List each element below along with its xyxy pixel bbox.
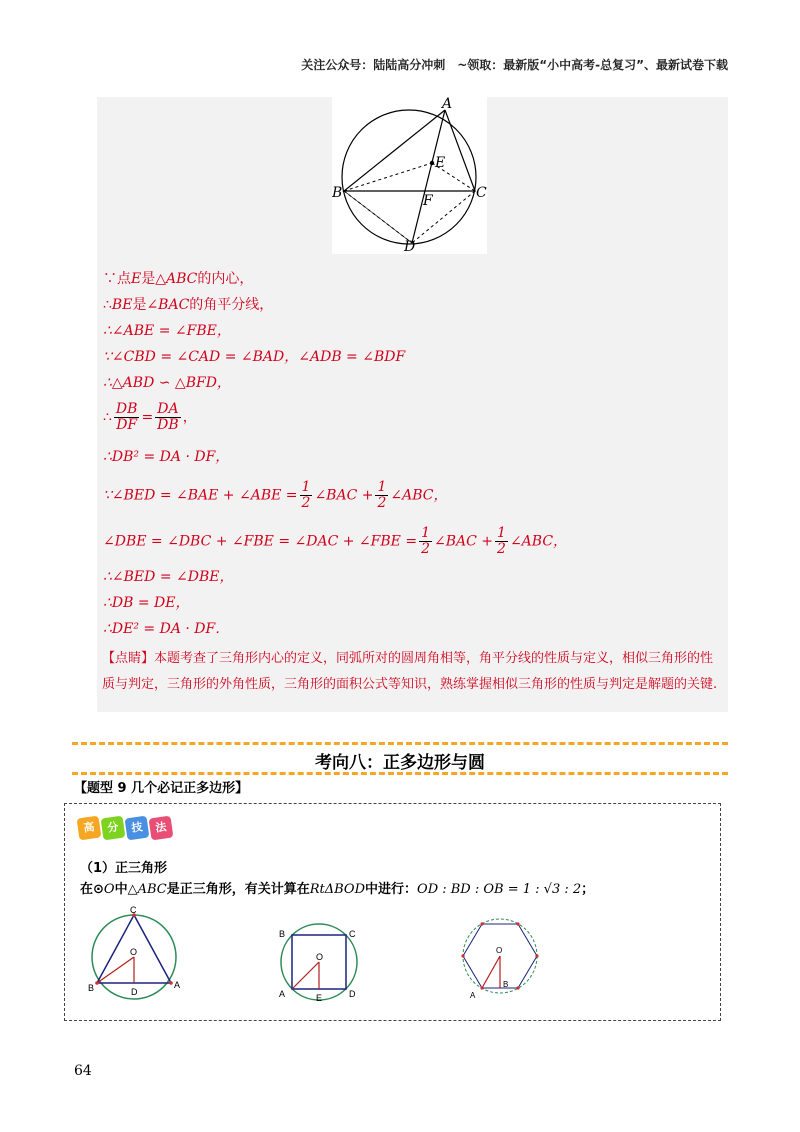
remark-text: 【点睛】本题考查了三角形内心的定义，同弧所对的圆周角相等，角平分线的性质与定义，相似三角形的性质与判定，三角形的外角性质，三角形的面积公式等知识，熟练掌握相似三角形的性质与判定是解题的关键. xyxy=(102,651,718,692)
tri-label-D: D xyxy=(131,987,138,997)
badge-char-4: 法 xyxy=(149,816,174,841)
sq-label-A: A xyxy=(279,989,286,999)
sq-label-C: C xyxy=(349,929,356,939)
label-C: C xyxy=(476,185,487,201)
solution-line-10: ∴∠BED = ∠DBE， xyxy=(103,569,234,585)
tip-badge xyxy=(78,817,172,845)
label-A: A xyxy=(442,97,453,112)
solution-line-3: ∴∠ABE = ∠FBE， xyxy=(103,323,231,339)
section-divider-bottom xyxy=(72,772,728,775)
solution-line-5: ∴△ABD ∽ △BFD， xyxy=(103,375,231,391)
sq-label-D: D xyxy=(349,989,356,999)
solution-line-6: ∴ $\frac{DB}{DF}$ = $\frac{DA}{DB}$ ， xyxy=(103,401,197,433)
hexagon-circle-figure xyxy=(455,914,545,1000)
label-F: F xyxy=(423,193,433,209)
solution-line-9: ∠DBE = ∠DBC + ∠FBE = ∠DAC + ∠FBE = $\frac{1}{2}$ ∠BAC + $\frac{1}{2}$ ∠ABC， xyxy=(103,525,568,557)
badge-char-2: 分 xyxy=(101,816,126,841)
tip-heading: （1）正三角形 xyxy=(80,861,168,876)
tri-label-A: A xyxy=(174,980,181,990)
tri-label-O: O xyxy=(130,947,138,957)
label-E: E xyxy=(435,155,446,171)
solution-line-11: ∴DB = DE， xyxy=(103,595,190,611)
triangle-circle-figure xyxy=(84,905,188,1001)
sq-label-B: B xyxy=(279,929,286,939)
sq-label-E: E xyxy=(316,993,323,1003)
question-type: 【题型 9 几个必记正多边形】 xyxy=(74,781,249,796)
section-title: 考向八：正多边形与圆 xyxy=(315,753,485,773)
solution-line-12: ∴DE² = DA · DF． xyxy=(103,621,230,637)
hex-label-A: A xyxy=(470,991,476,1000)
circle-figure-svg xyxy=(332,97,487,254)
tip-text: 在⊙O中△ABC是正三角形，有关计算在RtΔBOD中进行：OD : BD : OB = 1 : √3 : 2； xyxy=(80,882,595,897)
sq-label-O: O xyxy=(316,952,324,962)
square-circle-figure xyxy=(273,917,369,1007)
tri-label-B: B xyxy=(88,983,95,993)
label-B: B xyxy=(332,185,343,201)
badge-char-3: 技 xyxy=(125,816,150,841)
circle-figure xyxy=(332,97,487,254)
tri-label-C: C xyxy=(130,905,137,915)
page-header: 关注公众号：陆陆高分冲刺 ~领取：最新版“小中高考-总复习”、最新试卷下载 xyxy=(301,58,728,72)
hex-label-O: O xyxy=(496,946,503,955)
badge-char-1: 高 xyxy=(77,816,102,841)
solution-line-2: ∴BE是∠BAC的角平分线， xyxy=(103,297,274,313)
label-D: D xyxy=(404,239,416,254)
hex-label-B: B xyxy=(503,980,509,989)
solution-line-8: ∵∠BED = ∠BAE + ∠ABE = $\frac{1}{2}$ ∠BAC + $\frac{1}{2}$ ∠ABC， xyxy=(103,479,448,511)
page-number: 64 xyxy=(74,1063,92,1079)
solution-line-7: ∴DB² = DA · DF， xyxy=(103,449,230,465)
solution-line-1: ∵点E是△ABC的内心， xyxy=(103,271,254,287)
section-divider-top xyxy=(72,742,728,745)
solution-line-4: ∵∠CBD = ∠CAD = ∠BAD，∠ADB = ∠BDF xyxy=(103,349,406,365)
